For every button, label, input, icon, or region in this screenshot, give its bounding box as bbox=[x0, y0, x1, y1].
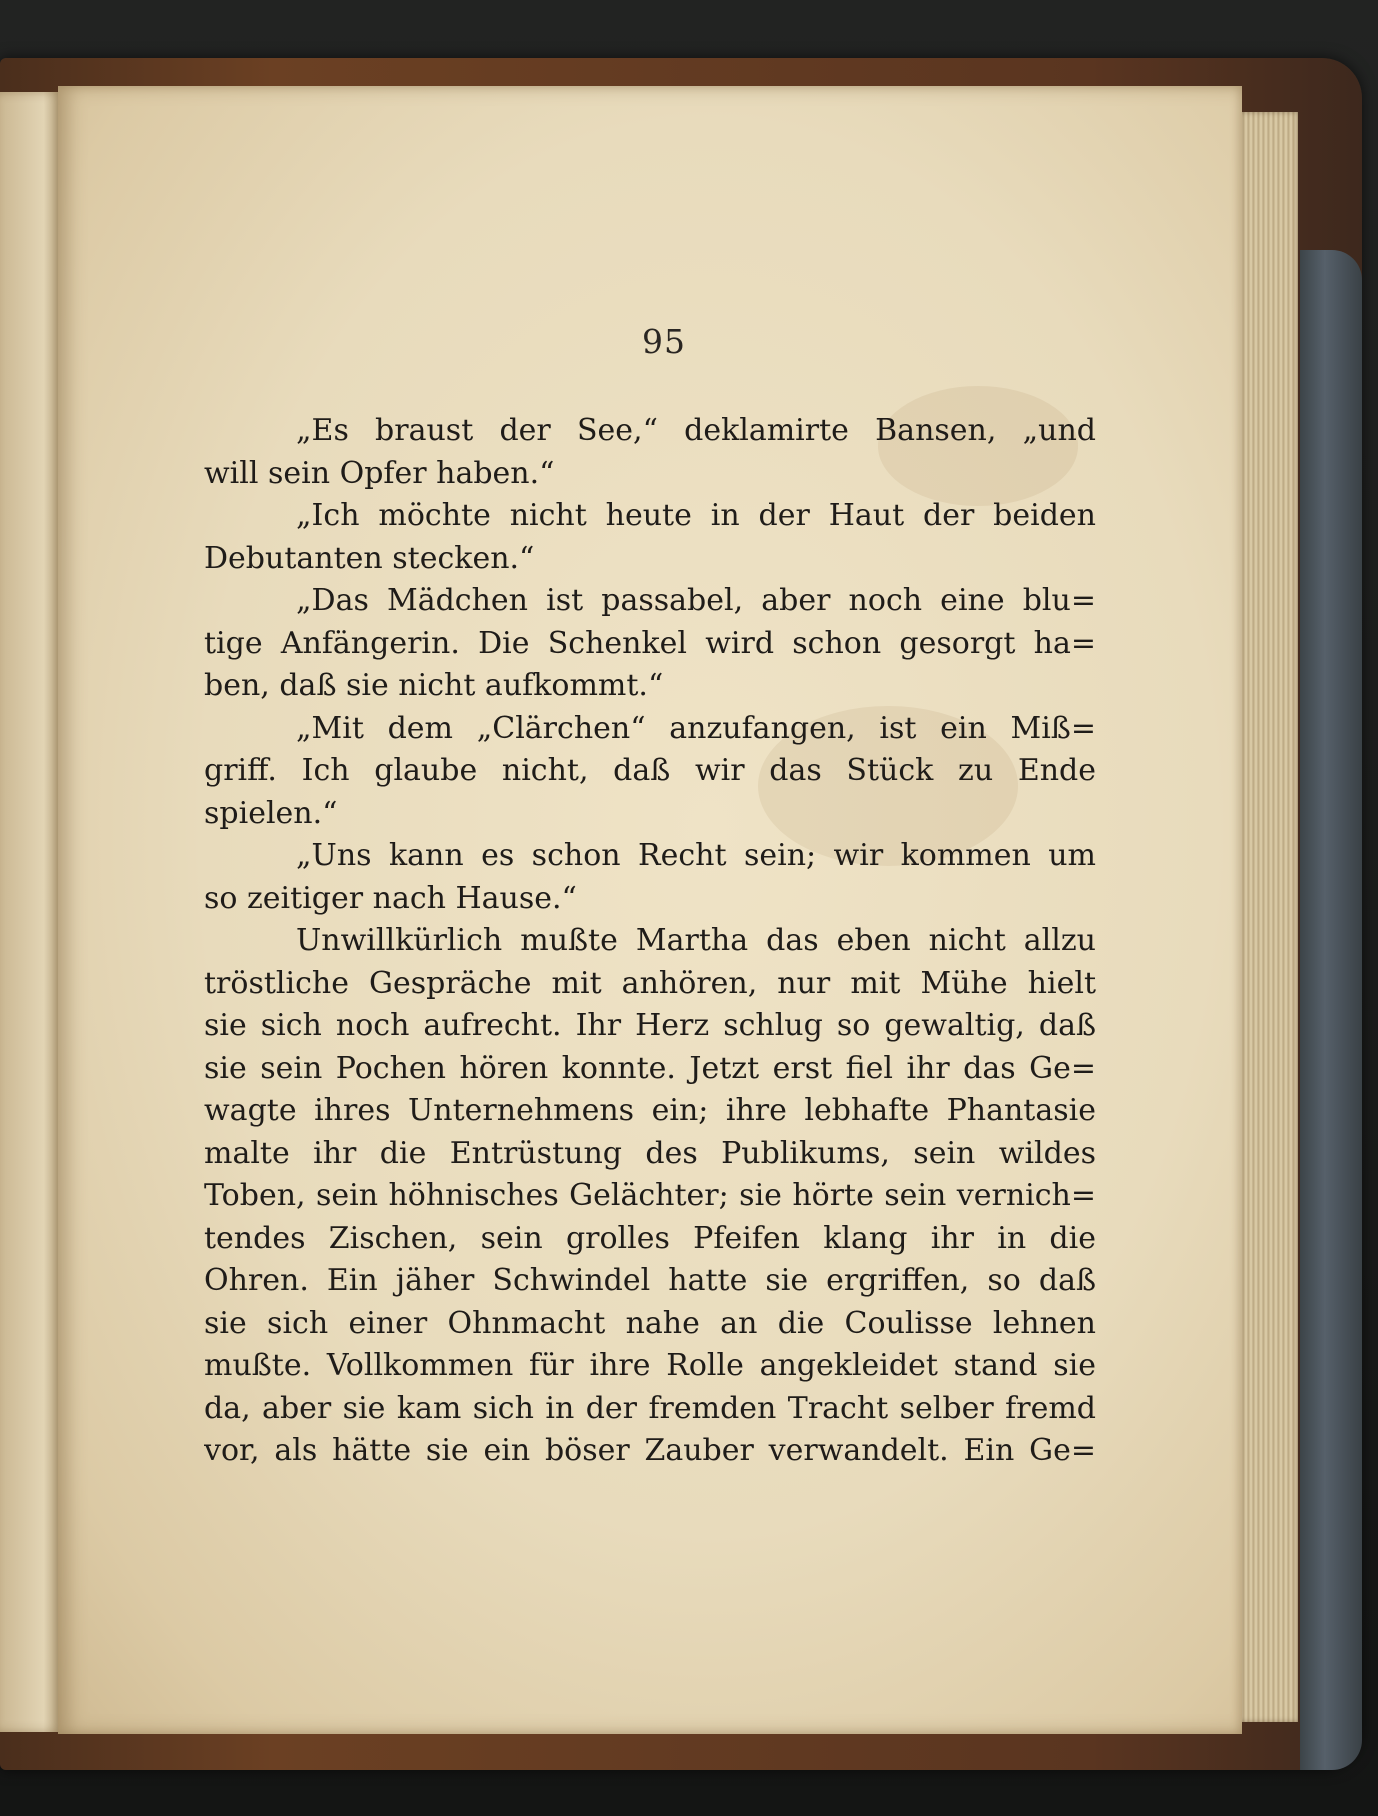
text-line: „Ich möchte nicht heute in der Haut der beiden bbox=[296, 498, 1096, 533]
text-line: so zeitiger nach Hause.“ bbox=[204, 880, 577, 916]
text-line: Ohren. Ein jäher Schwindel hatte sie ergriffen, so daß bbox=[204, 1263, 1096, 1298]
text-line: Debutanten stecken.“ bbox=[204, 540, 535, 576]
book-page bbox=[58, 86, 1242, 1734]
text-line: „Mit dem „Clärchen“ anzufangen, ist ein Miß= bbox=[296, 710, 1096, 746]
book-cover-edge bbox=[1300, 250, 1362, 1770]
text-line: spielen.“ bbox=[204, 795, 338, 831]
text-line: da, aber sie kam sich in der fremden Tracht selber fremd bbox=[204, 1390, 1096, 1426]
text-line: Toben, sein höhnisches Gelächter; sie hörte sein vernich= bbox=[204, 1178, 1096, 1213]
text-line: ben, daß sie nicht aufkommt.“ bbox=[204, 668, 664, 703]
text-line: Unwillkürlich mußte Martha das eben nicht allzu bbox=[296, 923, 1096, 958]
text-line: sie sich noch aufrecht. Ihr Herz schlug so gewaltig, daß bbox=[204, 1008, 1096, 1043]
previous-page-edge bbox=[0, 92, 62, 1732]
text-line: griff. Ich glaube nicht, daß wir das Stück zu Ende bbox=[204, 753, 1096, 788]
text-line: tige Anfängerin. Die Schenkel wird schon gesorgt ha= bbox=[204, 625, 1096, 661]
text-line: sie sich einer Ohnmacht nahe an die Coulisse lehnen bbox=[204, 1305, 1096, 1341]
page-text bbox=[204, 410, 1096, 1473]
text-line: will sein Opfer haben.“ bbox=[204, 455, 555, 491]
text-line: „Das Mädchen ist passabel, aber noch eine blu= bbox=[296, 583, 1096, 618]
text-line: tröstliche Gespräche mit anhören, nur mit Mühe hielt bbox=[204, 965, 1096, 1001]
text-line: mußte. Vollkommen für ihre Rolle angekleidet stand sie bbox=[204, 1348, 1096, 1383]
text-line: sie sein Pochen hören konnte. Jetzt erst fiel ihr das Ge= bbox=[204, 1050, 1096, 1086]
text-line: vor, als hätte sie ein böser Zauber verwandelt. Ein Ge= bbox=[204, 1433, 1096, 1468]
text-line: „Es braust der See,“ deklamirte Bansen, „und bbox=[296, 413, 1096, 448]
page-number: 95 bbox=[642, 322, 686, 361]
text-line: malte ihr die Entrüstung des Publikums, sein wildes bbox=[204, 1135, 1096, 1171]
text-line: wagte ihres Unternehmens ein; ihre lebhafte Phantasie bbox=[204, 1093, 1096, 1128]
text-line: tendes Zischen, sein grolles Pfeifen klang ihr in die bbox=[204, 1220, 1096, 1256]
text-line: „Uns kann es schon Recht sein; wir kommen um bbox=[296, 838, 1096, 873]
